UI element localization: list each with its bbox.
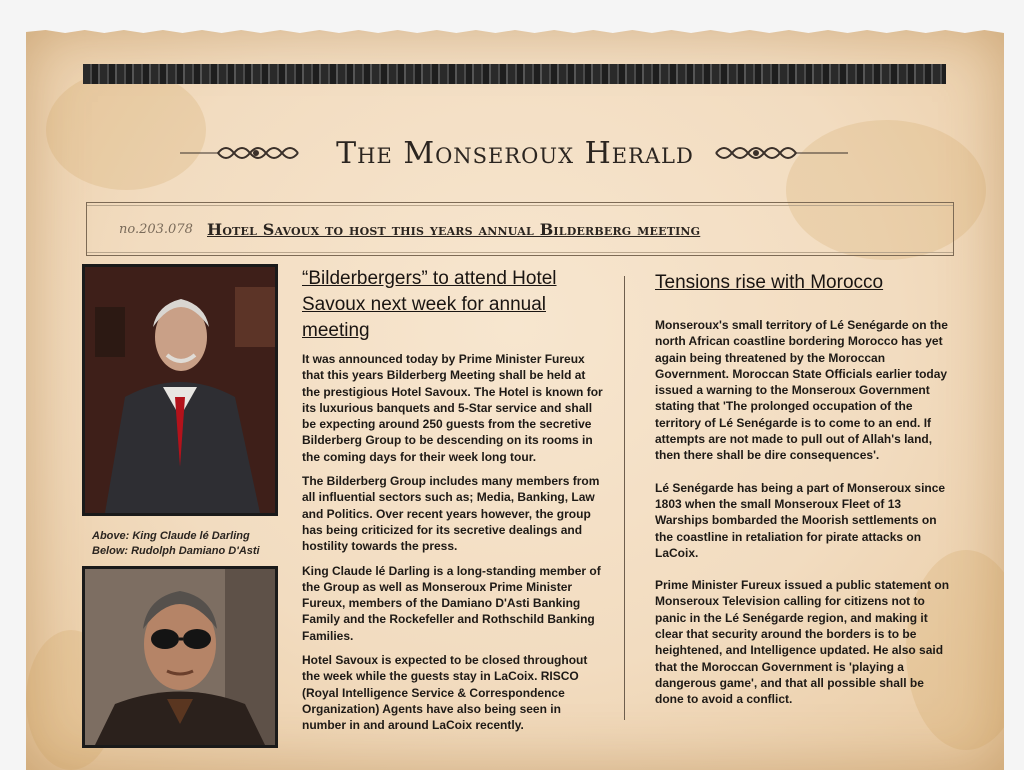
portrait-image <box>85 267 275 513</box>
issue-number: no.203.078 <box>119 222 193 237</box>
photo-rudolph-damiano <box>82 566 278 748</box>
caption-above: Above: King Claude lé Darling <box>92 530 250 542</box>
decorative-top-bar <box>83 64 946 84</box>
paragraph: It was announced today by Prime Minister Fureux that this years Bilderberg Meeting shall be held at the prestigious Hotel Savoux. The Hotel is known for its luxurious banquets and 5-Star service and shall be expecting around 250 guests from the secretive Bilderberg Group to be descending on its rooms in the coming days for their week long tour. <box>302 352 603 464</box>
masthead <box>90 130 940 176</box>
caption-below: Below: Rudolph Damiano D'Asti <box>92 545 260 557</box>
column-divider <box>624 276 625 720</box>
paragraph: Lé Senégarde has being a part of Monseroux since 1803 when the small Monseroux Fleet of 13 Warships bombarded the Moorish settlements on the coastline in retaliation for pirate attacks on LaCoix. <box>655 480 946 560</box>
main-headline: Hotel Savoux to host this years annual Bilderberg meeting <box>207 220 701 239</box>
paragraph: Hotel Savoux is expected to be closed throughout the week while the guests stay in LaCoix. RISCO (Royal Intelligence Service & Correspondence Organization) Agents have also being seen in number in and around LaCoix recently. <box>302 653 588 733</box>
paragraph: Prime Minister Fureux issued a public statement on Monseroux Television calling for citizens not to panic in the Lé Senégarde region, and making it clear that security around the borders is to be heightened, and Intelligence updated. He also said that the Moroccan Government is 'playing a dangerous game', and that all possible shall be done to avoid a conflict. <box>655 578 950 707</box>
article-title-bilderberg: “Bilderbergers” to attend Hotel Savoux next week for annual meeting <box>302 268 557 341</box>
photo-king-claude <box>82 264 278 516</box>
left-ornament-icon <box>178 138 318 168</box>
article-body-bilderberg <box>302 351 606 742</box>
paragraph: King Claude lé Darling is a long-standing member of the Group as well as Monseroux Prime Minister Fureux, members of the Damiano D'Asti Banking Family and the Rockefeller and Rothschild Banking Families. <box>302 563 601 643</box>
article-body-morocco <box>655 317 951 716</box>
right-ornament-icon <box>712 138 852 168</box>
headline-banner <box>86 202 954 256</box>
masthead-title: The Monseroux Herald <box>336 135 694 171</box>
paragraph: Monseroux's small territory of Lé Senégarde on the north African coastline bordering Morocco has yet again being threatened by the Moroccan Government. Moroccan State Officials earlier today issued a warning to the Monseroux Government stating that 'The prolonged occupation of the territory of Lé Senégarde is to come to an end. If attempts are not made to pull out of Allah's land, then there shall be dire consequences'. <box>655 318 948 463</box>
portrait-image <box>85 569 275 745</box>
article-title-morocco: Tensions rise with Morocco <box>655 272 884 293</box>
paragraph: The Bilderberg Group includes many members from all influential sectors such as; Media, Banking, Law and Politics. Over recent years however, the group has being criticized for its secretive dealings and hostility towards the press. <box>302 474 600 554</box>
